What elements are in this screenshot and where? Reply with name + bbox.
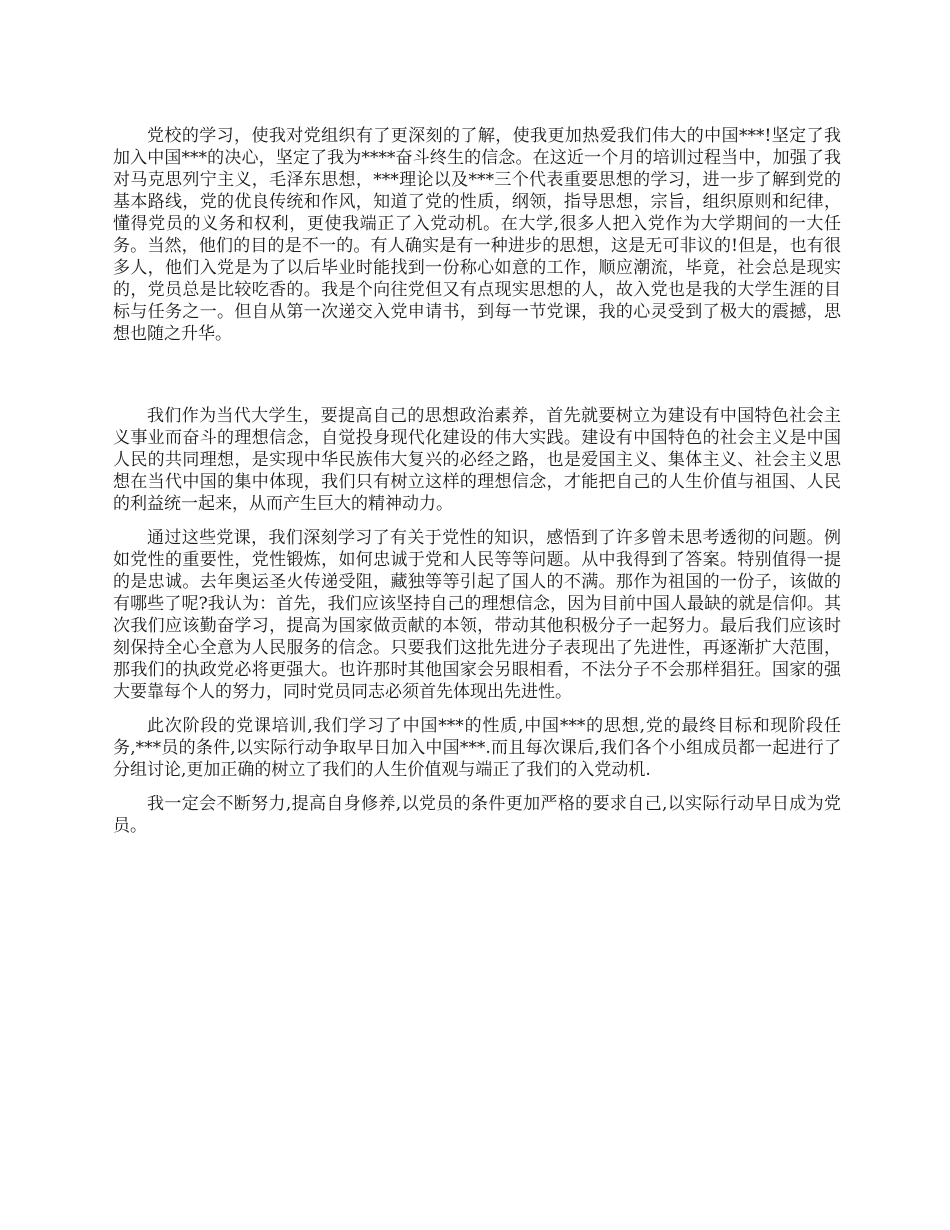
paragraph-3: 通过这些党课，我们深刻学习了有关于党性的知识，感悟到了许多曾未思考透彻的问题。例如党性的重要性，党性锻炼，如何忠诚于党和人民等等问题。从中我得到了答案。特别值得一提的是忠诚。去年奥运圣火传递受阻，藏独等等引起了国人的不满。那作为祖国的一份子，该做的有哪些了呢?我认为：首先，我们应该坚持自己的理想信念，因为目前中国人最缺的就是信仰。其次我们应该勤奋学习，提高为国家做贡献的本领，带动其他积极分子一起努力。最后我们应该时刻保持全心全意为人民服务的信念。只要我们这批先进分子表现出了先进性，再逐渐扩大范围，那我们的执政党必将更强大。也许那时其他国家会另眼相看，不法分子不会那样猖狂。国家的强大要靠每个人的努力，同时党员同志必须首先体现出先进性。 — [113, 528, 841, 702]
paragraph-5: 我一定会不断努力,提高自身修养,以党员的条件更加严格的要求自己,以实际行动早日成为党员。 — [113, 794, 841, 836]
document-body — [113, 125, 841, 837]
paragraph-2: 我们作为当代大学生，要提高自己的思想政治素养，首先就要树立为建设有中国特色社会主义事业而奋斗的理想信念，自觉投身现代化建设的伟大实践。建设有中国特色的社会主义是中国人民的共同理想，是实现中华民族伟大复兴的必经之路，也是爱国主义、集体主义、社会主义思想在当代中国的集中体现，我们只有树立这样的理想信念，才能把自己的人生价值与祖国、人民的利益统一起来，从而产生巨大的精神动力。 — [113, 406, 841, 514]
paragraph-4: 此次阶段的党课培训,我们学习了中国***的性质,中国***的思想,党的最终目标和现阶段任务,***员的条件,以实际行动争取早日加入中国***.而且每次课后,我们各个小组成员都一起进行了分组讨论,更加正确的树立了我们的人生价值观与端正了我们的入党动机. — [113, 716, 841, 780]
paragraph-1: 党校的学习，使我对党组织有了更深刻的了解，使我更加热爱我们伟大的中国***!坚定了我加入中国***的决心，坚定了我为****奋斗终生的信念。在这近一个月的培训过程当中，加强了我对马克思列宁主义，毛泽东思想，***理论以及***三个代表重要思想的学习，进一步了解到党的基本路线，党的优良传统和作风，知道了党的性质，纲领，指导思想，宗旨，组织原则和纪律，懂得党员的义务和权利，更使我端正了入党动机。在大学,很多人把入党作为大学期间的一大任务。当然，他们的目的是不一的。有人确实是有一种进步的思想，这是无可非议的!但是，也有很多人，他们入党是为了以后毕业时能找到一份称心如意的工作，顺应潮流，毕竟，社会总是现实的，党员总是比较吃香的。我是个向往党但又有点现实思想的人，故入党也是我的大学生涯的目标与任务之一。但自从第一次递交入党申请书，到每一节党课，我的心灵受到了极大的震撼，思想也随之升华。 — [113, 126, 841, 344]
